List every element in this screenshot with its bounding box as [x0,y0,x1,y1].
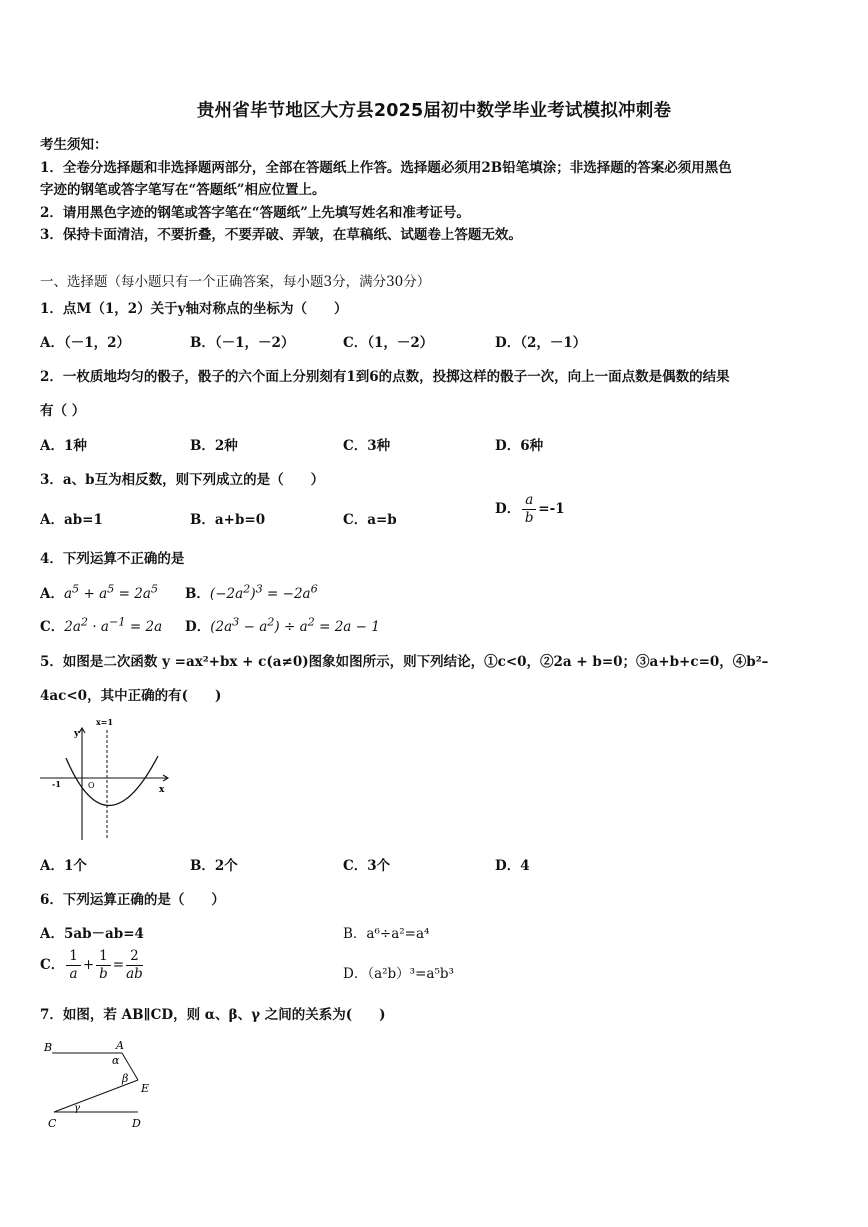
q4-option-b[interactable]: B．$(-2a^2)^3 = -2a^6$ [185,582,318,602]
angle-gamma-label: γ [74,1103,80,1114]
q2-option-d[interactable]: D．6种 [495,438,544,454]
q5-option-a[interactable]: A．1个 [40,858,87,874]
point-c-label: C [48,1117,57,1130]
q3-fraction: $\frac{a}{b}$ [522,492,536,527]
q6-option-c-label: C． [40,957,65,973]
axis-of-symmetry-label: x=1 [96,717,114,727]
plus-sign: + [82,957,95,973]
point-e-label: E [141,1082,150,1095]
parabola-curve [66,756,158,806]
question-2-stem-cont: 有（ ） [40,403,86,419]
q6-option-a[interactable]: A．5ab－ab=4 [40,926,144,942]
question-5-stem-cont: 4ac<0，其中正确的有( ) [40,688,222,704]
q1-option-a[interactable]: A．（－1，2） [40,335,131,351]
q4-option-a-expr: $a^5 + a^5 = 2a^5$ [63,582,159,602]
q3-option-b[interactable]: B．a+b=0 [190,512,266,528]
q6-fraction-2: $\frac{1}{b}$ [96,948,111,983]
q1-option-d[interactable]: D．（2，－1） [495,335,587,351]
q4-option-d-expr: $(2a^3 - a^2) \div a^2 = 2a - 1$ [210,615,380,635]
q4-option-d[interactable]: D．$(2a^3 - a^2) \div a^2 = 2a - 1$ [185,615,380,635]
question-2-stem: 2．一枚质地均匀的骰子，骰子的六个面上分别刻有1到6的点数，投掷这样的骰子一次，向上一面点数是偶数的结果 [40,369,730,385]
notice-heading: 考生须知： [40,137,108,153]
q3-option-c[interactable]: C．a=b [343,512,397,528]
parallel-lines-figure [40,1036,160,1132]
q4-option-c[interactable]: C．$2a^2 \cdot a^{-1} = 2a$ [40,615,163,635]
question-6-stem: 6．下列运算正确的是（ ） [40,892,225,908]
q4-option-c-expr: $2a^2 \cdot a^{-1} = 2a$ [64,615,163,635]
point-b-label: B [44,1041,53,1054]
question-1-stem: 1．点M（1，2）关于y轴对称点的坐标为（ ） [40,301,348,317]
equals-sign: = [112,957,125,973]
question-7-stem: 7．如图，若 AB∥CD，则 α、β、γ 之间的关系为( ) [40,1007,386,1023]
angle-alpha-label: α [112,1054,120,1067]
q3-option-d[interactable] [495,492,565,527]
q2-option-a[interactable]: A．1种 [40,438,87,454]
notice-item-3: 3．保持卡面清洁，不要折叠，不要弄破、弄皱，在草稿纸、试题卷上答题无效。 [40,227,522,243]
page-title: 贵州省毕节地区大方县2025届初中数学毕业考试模拟冲刺卷 [196,101,672,121]
point-a-label: A [116,1039,124,1052]
q5-option-b[interactable]: B．2个 [190,858,238,874]
origin-label: O [88,781,95,790]
q4-option-b-expr: $(-2a^2)^3 = -2a^6$ [209,582,318,602]
point-d-label: D [132,1117,141,1130]
q2-option-c[interactable]: C．3种 [343,438,391,454]
notice-item-1: 1．全卷分选择题和非选择题两部分，全部在答题纸上作答。选择题必须用2B铅笔填涂；非选择题的答案必须用黑色 [40,160,732,176]
question-3-stem: 3．a、b互为相反数，则下列成立的是（ ） [40,472,325,488]
y-axis-label: y [74,729,80,739]
q4-option-a[interactable]: A．$a^5 + a^5 = 2a^5$ [40,582,159,602]
angle-beta-label: β [122,1072,129,1085]
q6-option-d[interactable]: D．（a²b）³=a⁵b³ [343,966,454,982]
q3-option-d-rest: =-1 [538,501,565,517]
q6-fraction-1: $\frac{1}{a}$ [66,948,81,983]
q3-option-a[interactable]: A．ab=1 [40,512,103,528]
notice-item-1-cont: 字迹的钢笔或答字笔写在“答题纸”相应位置上。 [40,182,326,198]
section-heading: 一、选择题（每小题只有一个正确答案，每小题3分，满分30分） [40,274,431,290]
q6-fraction-3: $\frac{2}{ab}$ [126,948,143,982]
q1-option-c[interactable]: C．（1，－2） [343,335,434,351]
x-axis-label: x [159,785,165,795]
q6-option-b[interactable]: B．a⁶÷a²=a⁴ [343,926,430,942]
question-4-stem: 4．下列运算不正确的是 [40,551,185,567]
question-5-stem: 5．如图是二次函数 y =ax²+bx + c(a≠0)图象如图所示，则下列结论，①c<0，②2a + b=0；③a+b+c=0，④b²– [40,654,769,670]
q2-option-b[interactable]: B．2种 [190,438,238,454]
q5-option-d[interactable]: D．4 [495,858,530,874]
q3-option-d-label: D． [495,501,521,517]
q1-option-b[interactable]: B．（－1，－2） [190,335,295,351]
notice-item-2: 2．请用黑色字迹的钢笔或答字笔在“答题纸”上先填写姓名和准考证号。 [40,205,470,221]
parabola-graph [38,716,178,842]
q5-option-c[interactable]: C．3个 [343,858,391,874]
root-label: -1 [52,779,61,789]
q6-option-c[interactable] [40,948,145,983]
